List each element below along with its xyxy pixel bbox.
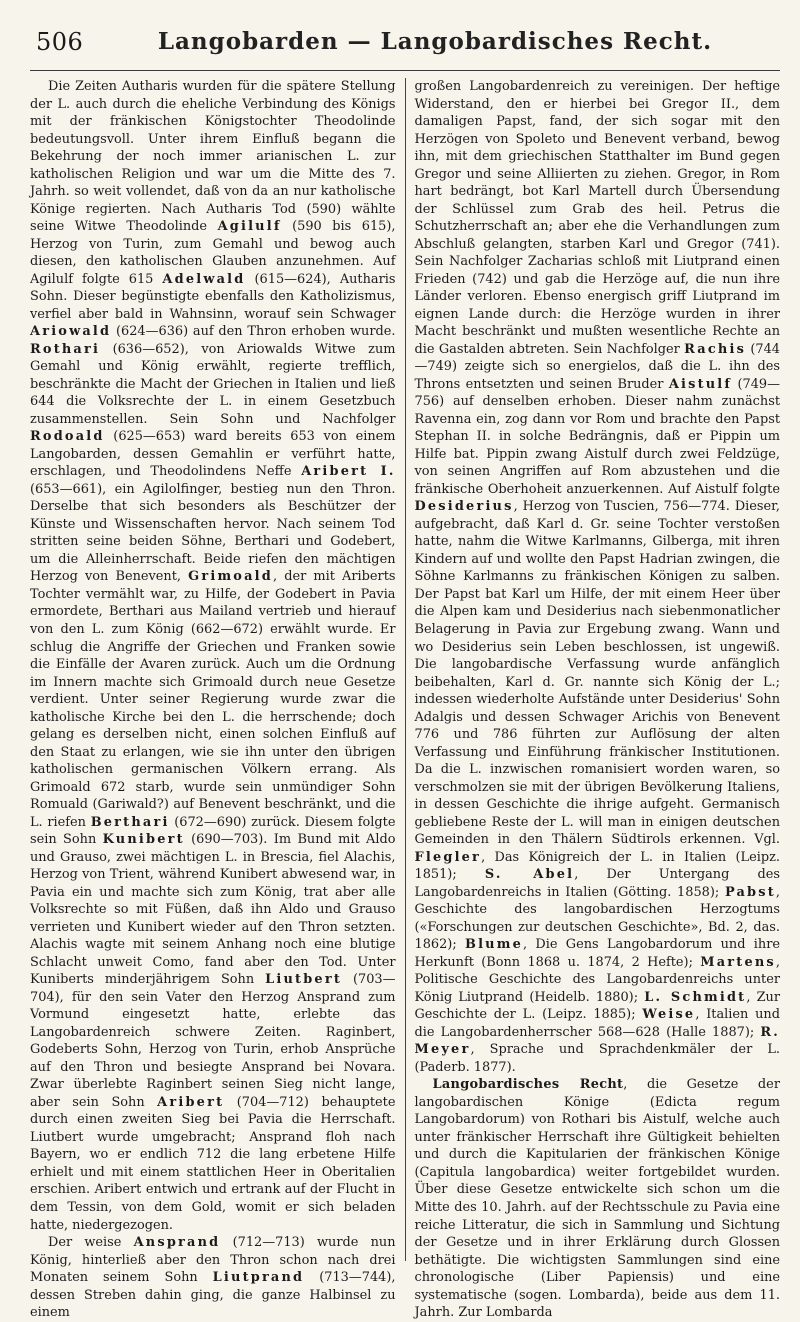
left-column — [30, 78, 406, 1321]
text-run: , Italien und die Langobardenherrscher 568—628 (Halle 1887); — [414, 1007, 780, 1040]
text-run: , Herzog von Tuscien, 756—774. Dieser, aufgebracht, daß Karl d. Gr. seine Tochter verstoßen hatte, nahm die Witwe Karlmanns, Gilberga, mit ihren Kindern auf und wollte den Papst Hadrian zwingen, die Söhne Karlmanns zu fränkischen Königen zu salben. Der Papst bat Karl um Hilfe, der mit einem Heer über die Alpen kam und Desiderius nach siebenmonatlicher Belagerung in Pavia zur Ergebung zwang. Wann und wo Desiderius sein Leben beschlossen, ist ungewiß. Die langobardische Verfassung wurde anfänglich beibehalten, Karl d. Gr. nannte sich König der L.; indessen wiederholte Aufstände unter Desiderius' Sohn Adalgis und dessen Schwager Arichis von Benevent 776 und 786 führten zur Auflösung der alten Verfassung und Einführung fränkischer Institutionen. Da die L. inzwischen romanisiert worden waren, so verschmolzen sie mit der übrigen Bevölkerung Italiens, in dessen Geschichte die ihrige aufgeht. Germanisch gebliebene Reste der L. will man in einigen deutschen Gemeinden in den Thälern Südtirols erkennen. Vgl. — [414, 499, 780, 848]
text-run: , Geschichte des langobardischen Herzogtums («Forschungen zur deutschen Geschichte», Bd. 2, das. 1862); — [414, 884, 780, 953]
spaced-name: R. Meyer — [414, 1024, 780, 1058]
paragraph-lombard-kings-continued — [415, 78, 781, 1076]
text-run: (713—744), dessen Streben dahin ging, die ganze Halbinsel zu einem — [30, 1270, 396, 1321]
spaced-name: Desiderius — [414, 499, 514, 515]
spaced-name: Ariowald — [30, 324, 112, 340]
spaced-name: Pabst — [724, 884, 776, 900]
text-run: , Sprache und Sprachdenkmäler der L. (Paderb. 1877). — [414, 1042, 780, 1075]
text-run: (744—749) zeigte sich so energielos, daß die L. ihn des Throns entsetzten und seinen Bruder — [414, 341, 780, 392]
spaced-name: Liutbert — [265, 972, 342, 988]
spaced-name: Aribert I. — [301, 464, 396, 480]
spaced-name: Martens — [700, 954, 776, 970]
spaced-name: Adelwald — [162, 271, 246, 287]
spaced-name: Kunibert — [102, 832, 185, 848]
right-column — [406, 78, 781, 1321]
text-run: (590 bis 615), Herzog von Turin, zum Gemahl und bewog auch diesen, den katholischen Glauben anzunehmen. Auf Agilulf folgte 615 — [30, 219, 396, 287]
spaced-name: L. Schmidt — [644, 989, 747, 1005]
spaced-name: Liutprand — [212, 1270, 305, 1286]
spaced-name: Agilulf — [217, 219, 282, 235]
text-run: großen Langobardenreich zu vereinigen. Der heftige Widerstand, den er hierbei bei Gregor II., dem damaligen Papst, fand, der sich sogar mit den Herzögen von Spoleto und Benevent verband, bewog ihn, mit dem griechischen Statthalter im Bund gegen Gregor und seine Alliierten zu ziehen. Gregor, in Rom hart bedrängt, bot Karl Martell durch Übersendung der Schlüssel zum Grab des heil. Petrus die Schutzherrschaft an; aber ehe die Verhandlungen zum Abschluß gelangten, starben Karl und Gregor (741). Sein Nachfolger Zacharias schloß mit Liutprand einen Frieden (742) und gab die Herzöge auf, die nun ihre Länder verloren. Ebenso energisch griff Liutprand im eignen Lande durch: die Herzöge wurden in ihrer Macht beschränkt und mußten wesentliche Rechte an die Gastalden abtreten. Sein Nachfolger — [414, 79, 780, 357]
text-run: (712—713) wurde nun König, hinterließ aber den Thron schon nach drei Monaten seinem Sohn — [30, 1235, 396, 1286]
text-run: (653—661), ein Agilolfinger, bestieg nun den Thron. Derselbe that sich besonders als Beschützer der Künste und Wissenschaften hervor. Nach seinem Tod stritten seine beiden Söhne, Berthari und Godebert, um die Alleinherrschaft. Beide riefen den mächtigen Herzog von Benevent, — [30, 481, 396, 585]
page-header — [30, 14, 780, 68]
spaced-name: Grimoald — [188, 569, 273, 585]
text-run: Der weise — [48, 1235, 134, 1251]
spaced-name: Aribert — [157, 1094, 225, 1110]
text-run: , Zur Geschichte der L. (Leipz. 1885); — [414, 989, 781, 1023]
text-run: (672—690) zurück. Diesem folgte sein Sohn — [30, 814, 396, 848]
text-run: (636—652), von Ariowalds Witwe zum Gemahl und König erwählt, regierte trefflich, beschränkte die Macht der Griechen in Italien und ließ 644 die Volksrechte der L. in einem Gesetzbuch zusammenstellen. Sein Sohn und Nachfolger — [30, 341, 396, 427]
text-run: , Das Königreich der L. in Italien (Leipz. 1851); — [414, 849, 780, 883]
entry-headword: Langobardisches Recht — [432, 1077, 624, 1093]
spaced-name: Ansprand — [133, 1235, 221, 1251]
spaced-name: Flegler — [414, 849, 482, 865]
spaced-name: Berthari — [90, 814, 170, 830]
text-run: , Politische Geschichte des Langobardenreichs unter König Liutprand (Heidelb. 1880); — [414, 954, 780, 1005]
spaced-name: Rodoald — [30, 429, 105, 445]
text-run: (615—624), Autharis Sohn. Dieser begünstigte ebenfalls den Katholizismus, verfiel aber bald in Wahnsinn, worauf sein Schwager — [30, 271, 396, 322]
page-number: 506 — [36, 28, 84, 56]
header-rule — [30, 70, 780, 71]
text-columns — [30, 78, 781, 1321]
spaced-name: S. Abel — [484, 867, 575, 883]
text-run: , Der Untergang des Langobardenreichs in Italien (Götting. 1858); — [414, 867, 780, 900]
text-run: , der mit Ariberts Tochter vermählt war, zu Hilfe, der Godebert in Pavia ermordete, Berthari aus Mailand vertrieb und hierauf von den L. zum König (662—672) erwählt wurde. Er schlug die Angriffe der Griechen und Franken sowie die Einfälle der Avaren zurück. Auch um die Ordnung im Innern machte sich Grimoald durch neue Gesetze verdient. Unter seiner Regierung wurde zwar die katholische Kirche bei den L. die herrschende; doch gelang es derselben nicht, einen solchen Einfluß auf den Staat zu erlangen, wie sie ihn unter den übrigen katholischen germanischen Völkern errang. Als Grimoald 672 starb, wurde sein unmündiger Sohn Romuald (Gariwald?) auf Benevent beschränkt, und die L. riefen — [30, 569, 396, 830]
text-run: (749—756) auf denselben erhoben. Dieser nahm zunächst Ravenna ein, zog dann vor Rom und brachte den Papst Stephan II. in solche Bedrängnis, daß er Pippin um Hilfe bat. Pippin zwang Aistulf durch zwei Feldzüge, von seinen Angriffen auf Rom abzustehen und die fränkische Oberhoheit anzuerkennen. Auf Aistulf folgte — [414, 376, 781, 497]
spaced-name: Rachis — [684, 341, 747, 357]
spaced-name: Rothari — [30, 341, 101, 357]
entry-langobardisches-recht — [415, 1076, 781, 1321]
spaced-name: Aistulf — [668, 376, 733, 392]
text-run: Die Zeiten Autharis wurden für die spätere Stellung der L. auch durch die eheliche Verbindung des Königs mit der fränkischen Königstochter Theodolinde bedeutungsvoll. Unter ihrem Einfluß begann die Bekehrung der noch immer arianischen L. zur katholischen Religion und war um die Mitte des 7. Jahrh. so weit vollendet, daß von da an nur katholische Könige regierten. Nach Autharis Tod (590) wählte seine Witwe Theodolinde — [30, 79, 396, 235]
text-run: , Die Gens Langobardorum und ihre Herkunft (Bonn 1868 u. 1874, 2 Hefte); — [414, 937, 780, 970]
paragraph-lombard-kings-2 — [30, 1234, 396, 1322]
text-run: (625—653) ward bereits 653 von einem Langobarden, dessen Gemahlin er verführt hatte, erschlagen, und Theodolindens Neffe — [30, 429, 396, 480]
spaced-name: Blume — [464, 937, 523, 953]
text-run: (624—636) auf den Thron erhoben wurde. — [111, 324, 396, 340]
text-run: (690—703). Im Bund mit Aldo und Grauso, zwei mächtigen L. in Brescia, fiel Alachis, Herzog von Trient, während Kunibert abwesend war, in Pavia ein und machte sich zum König, trat aber alle Volksrechte so mit Füßen, daß ihn Aldo und Grauso verrieten und Kunibert wieder auf den Thron setzten. Alachis wagte mit seinem Anhang noch eine blutige Schlacht unweit Como, fand aber den Tod. Unter Kuniberts minderjährigem Sohn — [30, 832, 396, 988]
running-title: Langobarden — Langobardisches Recht. — [157, 27, 713, 55]
text-run: (704—712) behauptete durch einen zweiten Sieg bei Pavia die Herrschaft. Liutbert wurde umgebracht; Ansprand floh nach Bayern, wo er endlich 712 die lang erbetene Hilfe erhielt und mit einem stattlichen Heer in Oberitalien erschien. Aribert entwich und ertrank auf der Flucht in dem Tessin, von dem Gold, womit er sich beladen hatte, niedergezogen. — [30, 1094, 396, 1233]
text-run: (703—704), für den sein Vater den Herzog Ansprand zum Vormund eingesetzt hatte, erlebte das Langobardenreich schwere Zeiten. Raginbert, Godeberts Sohn, Herzog von Turin, erhob Ansprüche auf den Thron und besiegte Ansprand bei Novara. Zwar überlebte Raginbert seinen Sieg nicht lange, aber sein Sohn — [30, 972, 396, 1110]
spaced-name: Weise — [642, 1007, 696, 1023]
text-run: , die Gesetze der langobardischen Könige (Edicta regum Langobardorum) von Rothari bis Aistulf, welche auch unter fränkischer Herrschaft ihre Gültigkeit behielten und durch die Kapitularien der fränkischen Könige (Capitula langobardica) weiter fortgebildet wurden. Über diese Gesetze entwickelte sich schon um die Mitte des 10. Jahrh. auf der Rechtsschule zu Pavia eine reiche Litteratur, die sich in Sammlung und Sichtung der Gesetze und in ihrer Erklärung durch Glossen bethätigte. Die wichtigsten Sammlungen sind eine chronologische (Liber Papiensis) und eine systematische (sogen. Lombarda), beide aus dem 11. Jahrh. Zur Lombarda — [414, 1077, 780, 1321]
paragraph-lombard-kings-1 — [30, 78, 396, 1234]
